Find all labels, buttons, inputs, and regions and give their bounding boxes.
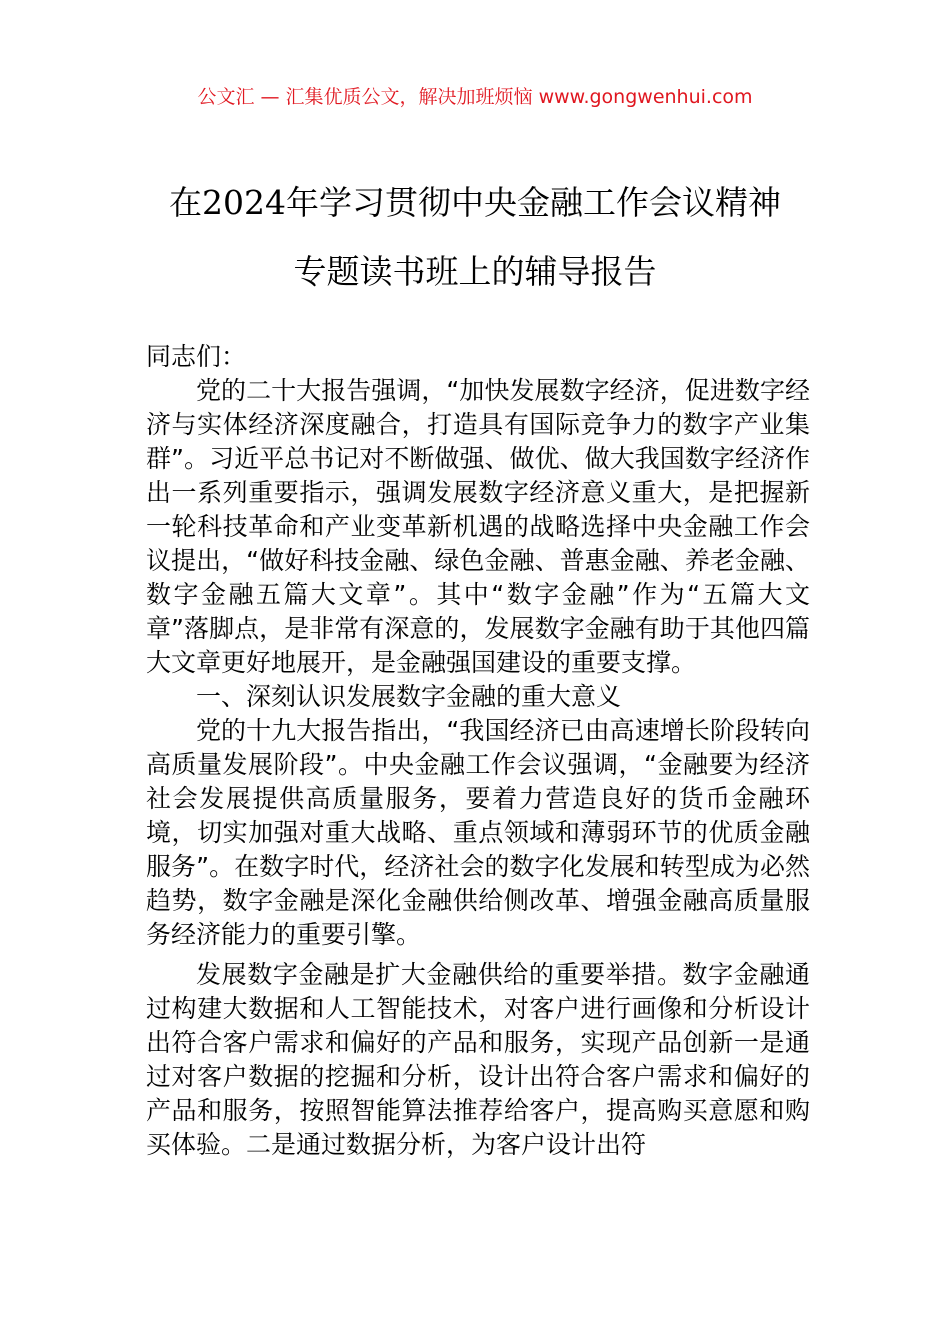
paragraph-supply: 发展数字金融是扩大金融供给的重要举措。数字金融通过构建大数据和人工智能技术，对客户进行画像和分析设计出符合客户需求和偏好的产品和服务，实现产品创新一是通过对客户数据的挖掘和分析，设计出符合客户需求和偏好的产品和服务，按照智能算法推荐给客户，提高购买意愿和购买体验。二是通过数据分析，为客户设计出符 xyxy=(146,960,810,1159)
document-title-line-2: 专题读书班上的辅导报告 xyxy=(293,252,657,291)
paragraph-significance: 党的十九大报告指出，“我国经济已由高速增长阶段转向高质量发展阶段”。中央金融工作会议强调，“金融要为经济社会发展提供高质量服务，要着力营造良好的货币金融环境，切实加强对重大战略、重点领域和薄弱环节的优质金融服务”。在数字时代，经济社会的数字化发展和转型成为必然趋势，数字金融是深化金融供给侧改革、增强金融高质量服务经济能力的重要引擎。 xyxy=(146,716,810,949)
section-heading-1: 一、深刻认识发展数字金融的重大意义 xyxy=(196,682,622,711)
header-banner: 公文汇 — 汇集优质公文，解决加班烦恼 www.gongwenhui.com xyxy=(197,86,753,108)
document-title-line-1: 在2024年学习贯彻中央金融工作会议精神 xyxy=(169,183,781,222)
salutation: 同志们： xyxy=(146,342,247,371)
paragraph-intro: 党的二十大报告强调，“加快发展数字经济，促进数字经济与实体经济深度融合，打造具有国际竞争力的数字产业集群”。习近平总书记对不断做强、做优、做大我国数字经济作出一系列重要指示，强调发展数字经济意义重大，是把握新一轮科技革命和产业变革新机遇的战略选择中央金融工作会议提出，“做好科技金融、绿色金融、普惠金融、养老金融、数字金融五篇大文章”。其中“数字金融”作为“五篇大文章”落脚点，是非常有深意的，发展数字金融有助于其他四篇大文章更好地展开，是金融强国建设的重要支撑。 xyxy=(146,376,810,677)
document-body xyxy=(146,340,810,1162)
